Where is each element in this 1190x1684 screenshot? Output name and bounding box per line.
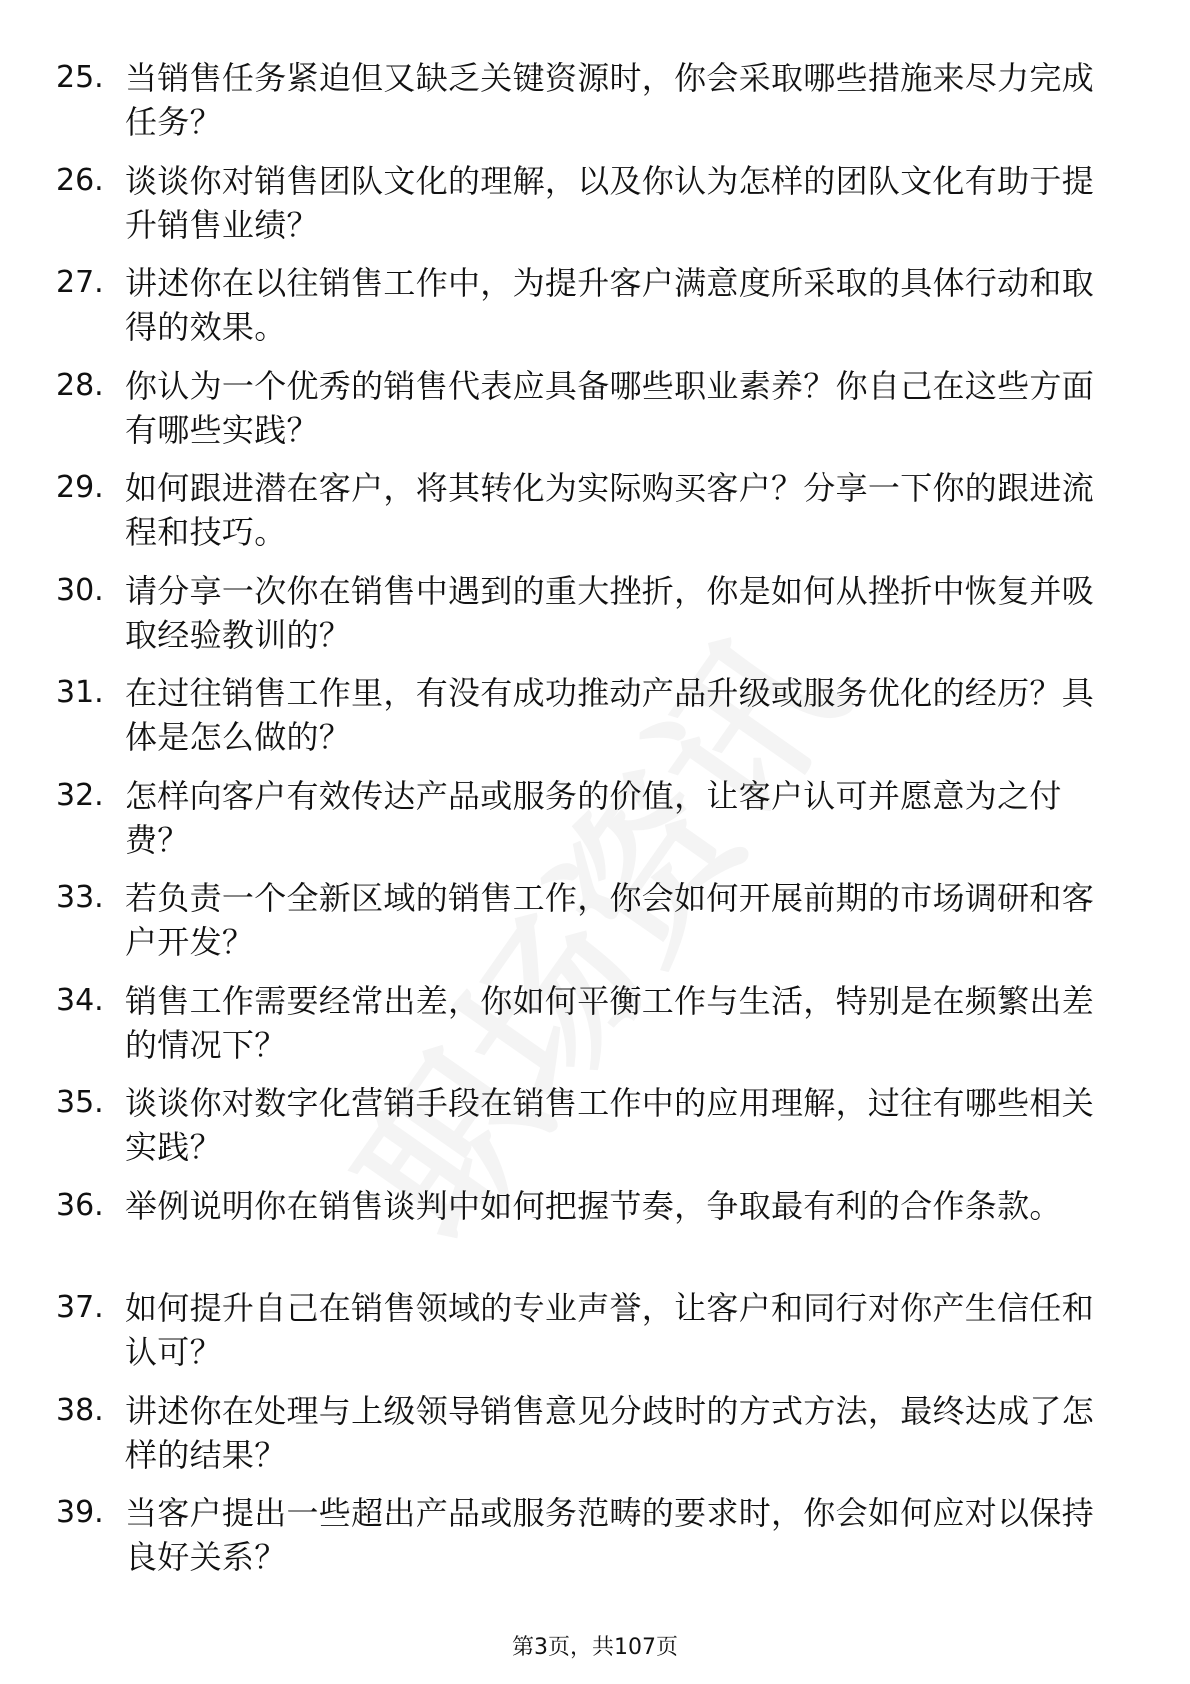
question-number: 30. bbox=[56, 572, 104, 608]
question-number: 29. bbox=[56, 470, 104, 505]
question-text: 讲述你在以往销售工作中，为提升客户满意度所采取的具体行动和取得的效果。 bbox=[125, 264, 1095, 346]
question-item bbox=[56, 466, 1118, 569]
question-text: 在过往销售工作里，有没有成功推动产品升级或服务优化的经历？具体是怎么做的？ bbox=[125, 674, 1095, 756]
question-number: 25. bbox=[56, 60, 104, 95]
question-item bbox=[56, 1081, 1118, 1184]
question-text: 怎样向客户有效传达产品或服务的价值，让客户认可并愿意为之付费？ bbox=[125, 776, 1062, 859]
question-text: 举例说明你在销售谈判中如何把握节奏，争取最有利的合作条款。 bbox=[125, 1186, 1062, 1225]
question-text: 若负责一个全新区域的销售工作，你会如何开展前期的市场调研和客户开发？ bbox=[125, 879, 1095, 961]
question-item bbox=[56, 1389, 1118, 1492]
question-item bbox=[56, 979, 1118, 1082]
question-number: 33. bbox=[56, 880, 104, 915]
question-item bbox=[56, 671, 1118, 774]
question-text: 如何提升自己在销售领域的专业声誉，让客户和同行对你产生信任和认可？ bbox=[125, 1289, 1095, 1371]
question-text: 如何跟进潜在客户，将其转化为实际购买客户？分享一下你的跟进流程和技巧。 bbox=[125, 469, 1095, 551]
question-number: 26. bbox=[56, 162, 104, 198]
question-item bbox=[56, 774, 1118, 877]
question-text: 你认为一个优秀的销售代表应具备哪些职业素养？你自己在这些方面有哪些实践？ bbox=[125, 366, 1095, 449]
question-item bbox=[56, 56, 1118, 159]
question-item bbox=[56, 1184, 1118, 1287]
question-number: 36. bbox=[56, 1187, 104, 1223]
question-text: 销售工作需要经常出差，你如何平衡工作与生活，特别是在频繁出差的情况下？ bbox=[125, 981, 1095, 1064]
question-item bbox=[56, 1491, 1118, 1594]
question-number: 32. bbox=[56, 777, 104, 813]
question-number: 27. bbox=[56, 265, 104, 300]
question-item bbox=[56, 159, 1118, 262]
question-list bbox=[56, 56, 1118, 1594]
question-text: 讲述你在处理与上级领导销售意见分歧时的方式方法，最终达成了怎样的结果？ bbox=[125, 1391, 1095, 1474]
question-item bbox=[56, 364, 1118, 467]
question-number: 28. bbox=[56, 367, 104, 403]
question-item bbox=[56, 1286, 1118, 1389]
question-number: 34. bbox=[56, 982, 104, 1018]
question-number: 31. bbox=[56, 675, 104, 710]
question-item bbox=[56, 876, 1118, 979]
question-item bbox=[56, 261, 1118, 364]
question-text: 当销售任务紧迫但又缺乏关键资源时，你会采取哪些措施来尽力完成任务？ bbox=[125, 59, 1095, 141]
question-number: 37. bbox=[56, 1290, 104, 1325]
question-number: 39. bbox=[56, 1495, 104, 1530]
question-number: 38. bbox=[56, 1392, 104, 1428]
question-text: 请分享一次你在销售中遇到的重大挫折，你是如何从挫折中恢复并吸取经验教训的？ bbox=[125, 571, 1095, 654]
question-text: 谈谈你对销售团队文化的理解，以及你认为怎样的团队文化有助于提升销售业绩？ bbox=[125, 161, 1095, 244]
question-text: 谈谈你对数字化营销手段在销售工作中的应用理解，过往有哪些相关实践？ bbox=[125, 1084, 1095, 1166]
question-text: 当客户提出一些超出产品或服务范畴的要求时，你会如何应对以保持良好关系？ bbox=[125, 1494, 1095, 1576]
page-footer: 第3页，共107页 bbox=[512, 1635, 678, 1660]
question-item bbox=[56, 569, 1118, 672]
question-number: 35. bbox=[56, 1085, 104, 1120]
